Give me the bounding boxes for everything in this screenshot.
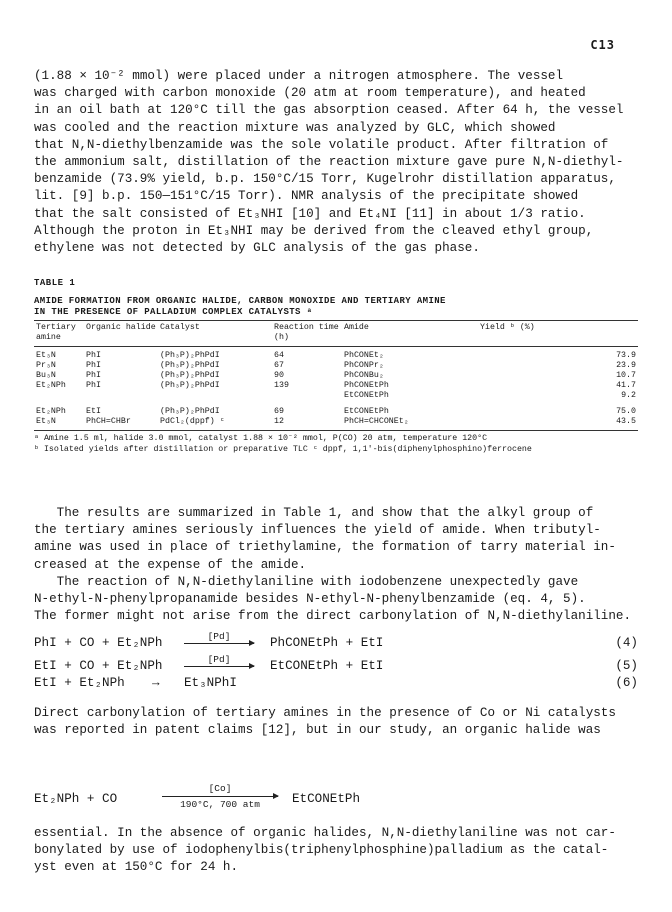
cell-catalyst: (Ph₃P)₂PhPdI bbox=[160, 381, 220, 390]
table-caption-line: IN THE PRESENCE OF PALLADIUM COMPLEX CATALYSTS ᵃ bbox=[34, 307, 313, 317]
paragraph-conclusion bbox=[34, 825, 638, 877]
cell-yield: 75.0 bbox=[616, 407, 636, 416]
table-row bbox=[34, 371, 638, 381]
text-line: Although the proton in Et₃NHI may be derived from the cleaved ethyl group, bbox=[34, 223, 594, 238]
arrow-conditions-label: 190°C, 700 atm bbox=[180, 799, 260, 810]
table-1 bbox=[34, 278, 638, 455]
cell-amide: EtCONEtPh bbox=[344, 407, 389, 416]
equation-5 bbox=[34, 655, 638, 677]
cell-time: 64 bbox=[274, 351, 284, 360]
equation-lhs: Et₂NPh + CO bbox=[34, 792, 118, 806]
cell-amine: Pr₃N bbox=[36, 361, 56, 370]
cell-yield: 23.9 bbox=[616, 361, 636, 370]
cell-time: 69 bbox=[274, 407, 284, 416]
text-line: Direct carbonylation of tertiary amines in the presence of Co or Ni catalysts bbox=[34, 706, 616, 720]
cell-amide: PhCONEt₂ bbox=[344, 351, 384, 360]
text-line: was reported in patent claims [12], but in our study, an organic halide was bbox=[34, 723, 601, 738]
table-row bbox=[34, 391, 638, 401]
col-header-amine: Tertiary amine bbox=[34, 321, 84, 347]
cell-time: 12 bbox=[274, 417, 284, 426]
footnote-b: ᵇ Isolated yields after distillation or preparative TLC ᶜ dppf, 1,1′-bis(diphenylphosphino)ferrocene bbox=[34, 444, 532, 454]
cell-halide: PhI bbox=[86, 381, 101, 390]
text-line: bonylated by use of iodophenylbis(triphenylphosphine)palladium as the catal- bbox=[34, 843, 609, 858]
equation-rhs: EtCONEtPh + EtI bbox=[270, 659, 384, 673]
cell-halide: PhI bbox=[86, 361, 101, 370]
table-caption-line: AMIDE FORMATION FROM ORGANIC HALIDE, CARBON MONOXIDE AND TERTIARY AMINE bbox=[34, 296, 446, 306]
footnote-a: ᵃ Amine 1.5 ml, halide 3.0 mmol, catalyst 1.88 × 10⁻² mmol, P(CO) 20 atm, temperature 120°C bbox=[34, 434, 488, 443]
cell-amine bbox=[34, 391, 84, 401]
text-line: yst even at 150°C for 24 h. bbox=[34, 860, 239, 875]
arrow-line bbox=[184, 666, 254, 667]
equation-rhs: EtCONEtPh bbox=[292, 792, 361, 806]
cell-halide: EtI bbox=[86, 407, 101, 416]
cell-amide: PhCONEtPh bbox=[344, 381, 389, 390]
equation-number: (6) bbox=[615, 676, 638, 690]
paragraph-results bbox=[34, 505, 638, 625]
amide-formation-table bbox=[34, 320, 638, 431]
text-line: The former might not arise from the direct carbonylation of N,N-diethylaniline. bbox=[34, 609, 632, 624]
table-label: TABLE 1 bbox=[34, 278, 76, 288]
cell-catalyst: (Ph₃P)₂PhPdI bbox=[160, 351, 220, 360]
cell-halide: PhCH=CHBr bbox=[86, 417, 131, 426]
table-caption bbox=[34, 296, 638, 318]
cell-yield: 73.9 bbox=[616, 351, 636, 360]
cell-catalyst: (Ph₃P)₂PhPdI bbox=[160, 361, 220, 370]
text-line: creased at the expense of the amide. bbox=[34, 557, 307, 572]
table-row bbox=[34, 401, 638, 417]
text-line: in an oil bath at 120°C till the gas absorption ceased. After 64 h, the vessel bbox=[34, 103, 624, 118]
cell-amine: Bu₃N bbox=[36, 371, 56, 380]
col-header-time: Reaction time (h) bbox=[272, 321, 342, 347]
cell-time: 67 bbox=[274, 361, 284, 370]
cell-time: 139 bbox=[274, 381, 289, 390]
cell-time: 90 bbox=[274, 371, 284, 380]
table-row bbox=[34, 381, 638, 391]
text-line: N-ethyl-N-phenylpropanamide besides N-ethyl-N-phenylbenzamide (eq. 4, 5). bbox=[34, 592, 586, 607]
table-row bbox=[34, 417, 638, 431]
text-line: that N,N-diethylbenzamide was the sole volatile product. After filtration of bbox=[34, 137, 609, 152]
equation-6 bbox=[34, 676, 638, 698]
cell-catalyst: (Ph₃P)₂PhPdI bbox=[160, 371, 220, 380]
equation-number: (5) bbox=[615, 659, 638, 673]
equation-lhs: PhI + CO + Et₂NPh bbox=[34, 636, 163, 650]
col-header-catalyst: Catalyst bbox=[158, 321, 272, 347]
equation-cobalt bbox=[34, 783, 638, 817]
arrow-line bbox=[162, 796, 278, 797]
text-line: The reaction of N,N-diethylaniline with iodobenzene unexpectedly gave bbox=[34, 574, 579, 589]
text-line: benzamide (73.9% yield, b.p. 150°C/15 Torr, Kugelrohr distillation apparatus, bbox=[34, 172, 616, 187]
text-line: the tertiary amines seriously influences the yield of amide. When tributyl- bbox=[34, 523, 601, 538]
equation-number: (4) bbox=[615, 636, 638, 650]
paragraph-direct-carbonylation bbox=[34, 705, 638, 739]
col-header-halide: Organic halide bbox=[84, 321, 158, 347]
cell-amine: Et₃N bbox=[36, 417, 56, 426]
cell-amide: PhCH=CHCONEt₂ bbox=[344, 417, 409, 426]
cell-amide: EtCONEtPh bbox=[344, 391, 389, 400]
equation-lhs: EtI + Et₂NPh bbox=[34, 676, 125, 690]
table-row bbox=[34, 347, 638, 362]
arrow-catalyst-label: [Co] bbox=[208, 783, 232, 794]
text-line: ethylene was not detected by GLC analysis of the gas phase. bbox=[34, 241, 480, 256]
text-line: that the salt consisted of Et₃NHI [10] and Et₄NI [11] in about 1/3 ratio. bbox=[34, 206, 586, 221]
cell-time bbox=[272, 391, 342, 401]
equation-rhs: Et₃NPhI bbox=[184, 676, 237, 690]
page-number: C13 bbox=[590, 38, 615, 52]
equation-arrow: → bbox=[152, 676, 160, 690]
cell-amide: PhCONBu₂ bbox=[344, 371, 384, 380]
cell-amine: Et₃N bbox=[36, 351, 56, 360]
cell-yield: 10.7 bbox=[616, 371, 636, 380]
table-footnotes bbox=[34, 434, 638, 455]
table-row bbox=[34, 361, 638, 371]
paragraph-experimental bbox=[34, 68, 638, 257]
col-header-yield: Yield ᵇ (%) bbox=[478, 321, 638, 347]
cell-yield: 41.7 bbox=[616, 381, 636, 390]
cell-amine: Et₂NPh bbox=[36, 407, 66, 416]
cell-halide bbox=[84, 391, 158, 401]
reaction-arrow bbox=[184, 632, 254, 644]
text-line: was charged with carbon monoxide (20 atm at room temperature), and heated bbox=[34, 86, 586, 101]
arrow-line bbox=[184, 643, 254, 644]
equation-4 bbox=[34, 632, 638, 654]
cell-halide: PhI bbox=[86, 371, 101, 380]
table-header-row bbox=[34, 321, 638, 347]
reaction-arrow bbox=[162, 783, 278, 810]
cell-halide: PhI bbox=[86, 351, 101, 360]
cell-yield: 43.5 bbox=[616, 417, 636, 426]
cell-catalyst bbox=[158, 391, 272, 401]
col-header-amide: Amide bbox=[342, 321, 478, 347]
text-line: essential. In the absence of organic halides, N,N-diethylaniline was not car- bbox=[34, 826, 616, 840]
cell-yield: 9.2 bbox=[621, 391, 636, 400]
arrow-catalyst-label: [Pd] bbox=[207, 631, 231, 642]
text-line: the ammonium salt, distillation of the reaction mixture gave pure N,N-diethyl- bbox=[34, 155, 624, 170]
arrow-catalyst-label: [Pd] bbox=[207, 654, 231, 665]
cell-catalyst: PdCl₂(dppf) ᶜ bbox=[160, 417, 225, 426]
cell-amine: Et₂NPh bbox=[36, 381, 66, 390]
reaction-arrow bbox=[184, 655, 254, 667]
text-line: lit. [9] b.p. 150—151°C/15 Torr). NMR analysis of the precipitate showed bbox=[34, 189, 579, 204]
text-line: amine was used in place of triethylamine, the formation of tarry material in- bbox=[34, 540, 616, 555]
cell-amide: PhCONPr₂ bbox=[344, 361, 384, 370]
text-line: (1.88 × 10⁻² mmol) were placed under a nitrogen atmosphere. The vessel bbox=[34, 69, 564, 83]
text-line: The results are summarized in Table 1, and show that the alkyl group of bbox=[34, 506, 594, 520]
equation-lhs: EtI + CO + Et₂NPh bbox=[34, 659, 163, 673]
cell-catalyst: (Ph₃P)₂PhPdI bbox=[160, 407, 220, 416]
text-line: was cooled and the reaction mixture was analyzed by GLC, which showed bbox=[34, 120, 556, 135]
equation-rhs: PhCONEtPh + EtI bbox=[270, 636, 384, 650]
